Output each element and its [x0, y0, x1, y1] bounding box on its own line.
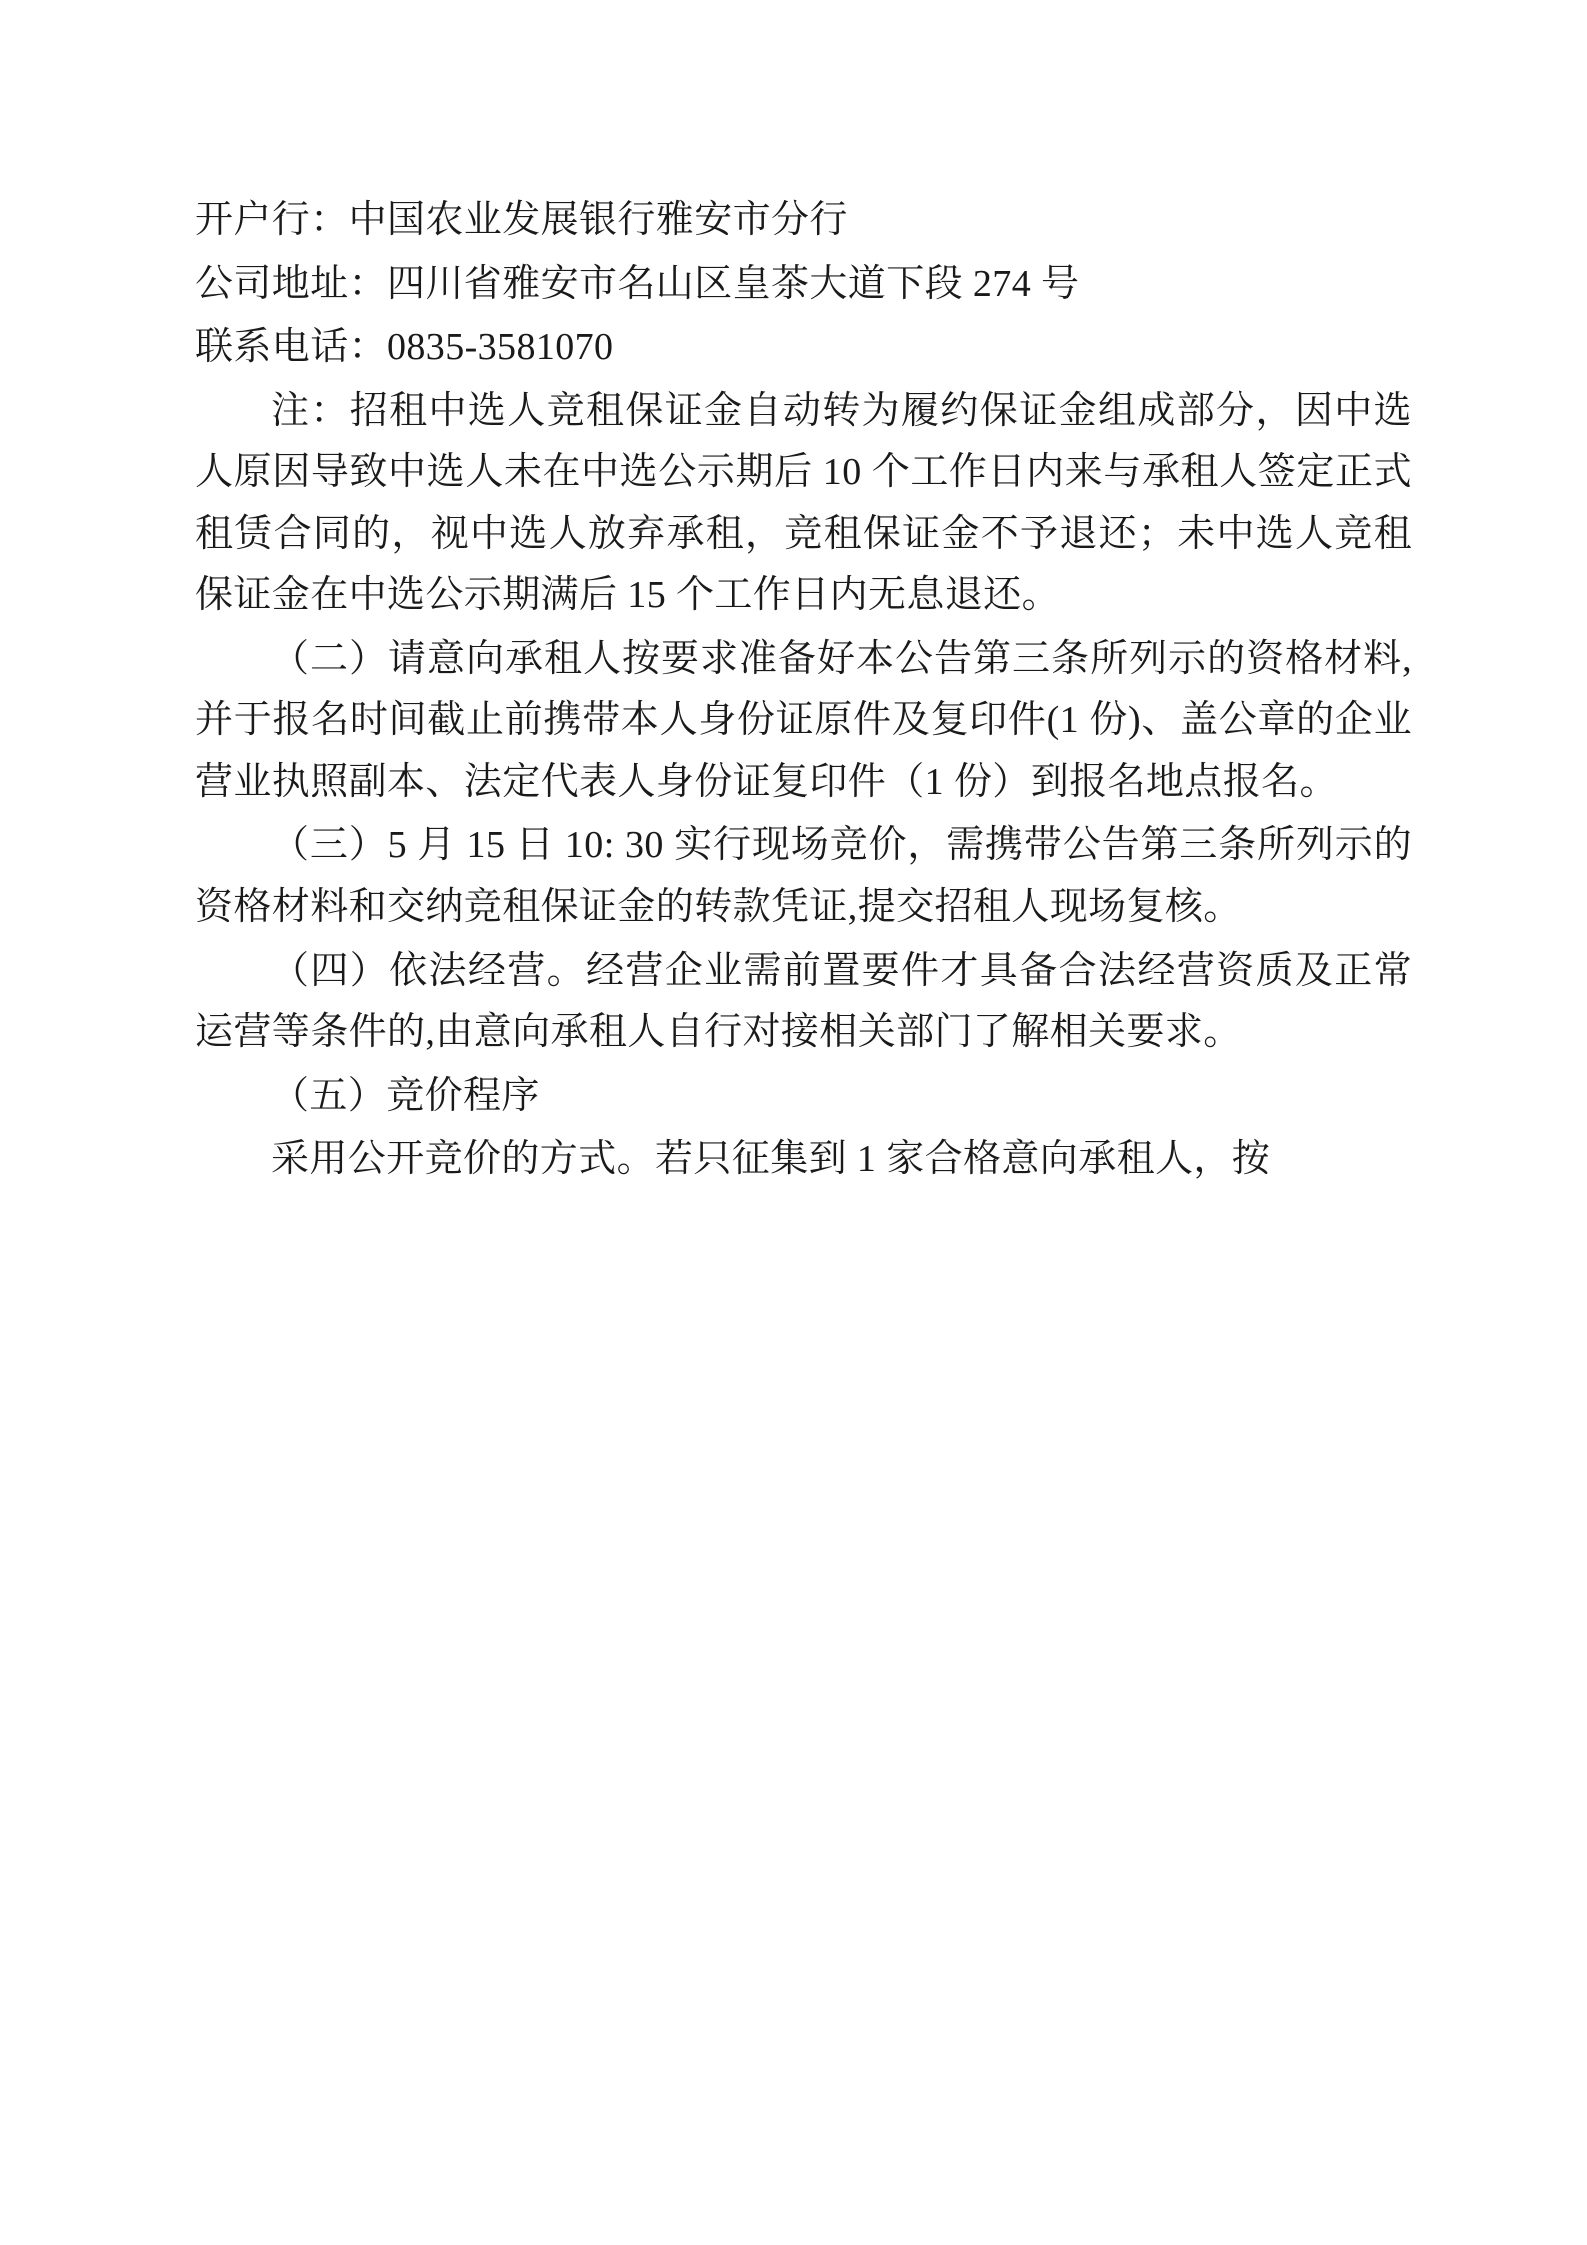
- paragraph-bank-line: 开户行：中国农业发展银行雅安市分行: [195, 199, 848, 241]
- paragraph-item-five-title: （五）竞价程序: [271, 1074, 540, 1117]
- paragraph-note-deposit: 注：招租中选人竞租保证金自动转为履约保证金组成部分，因中选人原因导致中选人未在中选公示期后 10 个工作日内来与承租人签定正式租赁合同的，视中选人放弃承租，竞租保证金不予退还；未中选人竞租保证金在中选公示期满后 15 个工作日内无息退还。: [195, 389, 1412, 617]
- paragraph-item-four: （四）依法经营。经营企业需前置要件才具备合法经营资质及正常运营等条件的,由意向承租人自行对接相关部门了解相关要求。: [195, 949, 1412, 1054]
- document-body: [195, 190, 1412, 1191]
- paragraph-phone-line: 联系电话：0835-3581070: [195, 326, 614, 369]
- paragraph-item-three: （三）5 月 15 日 10: 30 实行现场竞价，需携带公告第三条所列示的资格材料和交纳竞租保证金的转款凭证,提交招租人现场复核。: [195, 824, 1412, 929]
- paragraph-item-two: （二）请意向承租人按要求准备好本公告第三条所列示的资格材料,并于报名时间截止前携带本人身份证原件及复印件(1 份)、盖公章的企业营业执照副本、法定代表人身份证复印件（1 份）到报名地点报名。: [195, 637, 1412, 803]
- paragraph-item-five-body: 采用公开竞价的方式。若只征集到 1 家合格意向承租人，按: [271, 1138, 1271, 1181]
- paragraph-address-line: 公司地址：四川省雅安市名山区皇茶大道下段 274 号: [195, 262, 1080, 305]
